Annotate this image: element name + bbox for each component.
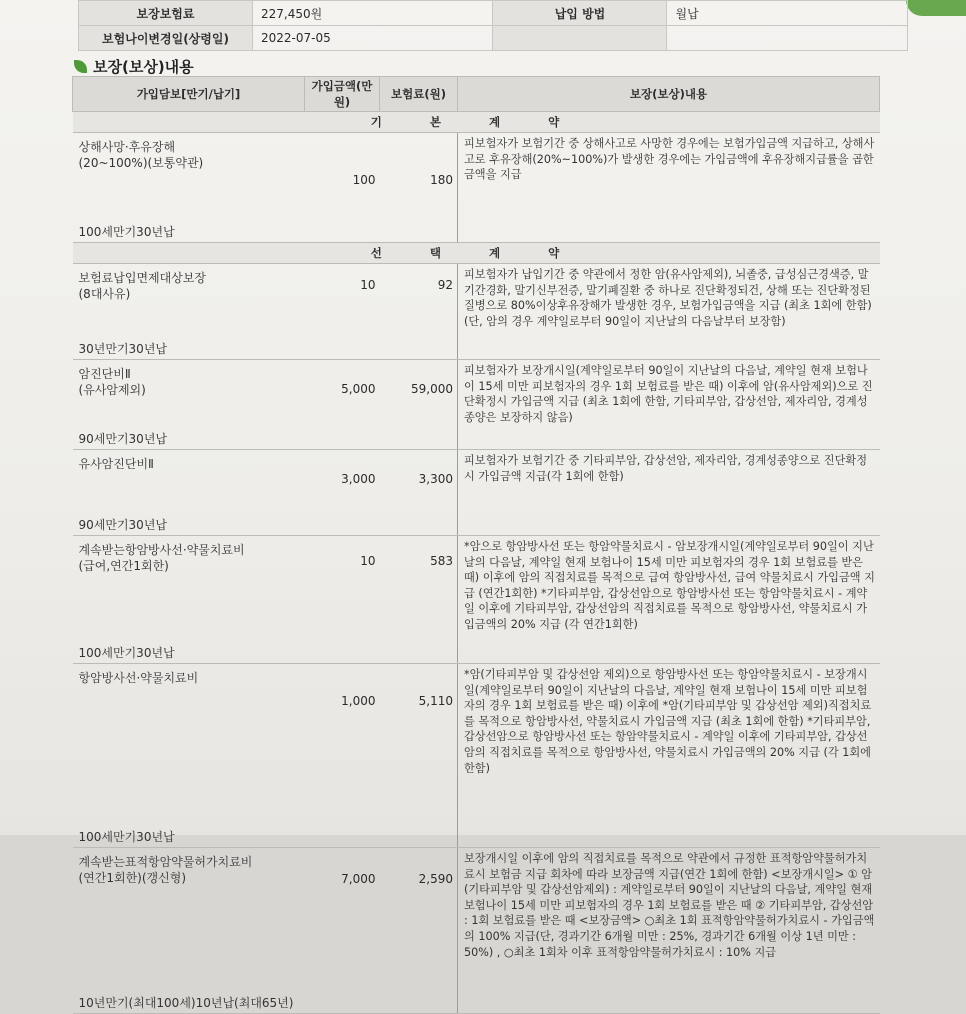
coverage-name-cell bbox=[73, 848, 305, 1014]
table-row bbox=[73, 264, 880, 360]
premium-cell: 3,300 bbox=[380, 450, 458, 536]
value-guarantee-premium: 227,450원 bbox=[253, 1, 493, 26]
coverage-name-cell bbox=[73, 664, 305, 848]
amount-cell: 100 bbox=[305, 133, 380, 243]
content-cell: 피보험자가 보험기간 중 기타피부암, 갑상선암, 제자리암, 경계성종양으로 진단확정시 가입금액 지급(각 1회에 한함) bbox=[458, 450, 880, 536]
content-cell: 보장개시일 이후에 암의 직접치료를 목적으로 약관에서 규정한 표적항암약물허가치료시 보험금 지급 회차에 따라 보장금액 지급(연간 1회에 한함) <보장개시일> ① 암(기타피부암 및 갑상선암제외) : 계약일로부터 90일이 지난날의 다음날, 계약일 현재 보험나이 15세 미만 피보험자의 경우 1회 보험료를 받은 때 ② 기타피부암, 갑상선암 : 1회 보험료를 받은 때 <보장금액> ○최초 1회 표적항암약물허가치료시 - 가입금액의 100% 지급(단, 경과기간 6개월 미만 : 25%, 경과기간 6개월 이상 1년 미만 : 50%) , ○최초 1회차 이후 표적항암약물허가치료시 : 10% 지급 bbox=[458, 848, 880, 1014]
content-cell: 피보험자가 보장개시일(계약일로부터 90일이 지난날의 다음날, 계약일 현재 보험나이 15세 미만 피보험자의 경우 1회 보험료를 받은 때) 이후에 암(유사암제외)으로 진단확정시 가입금액 지급 (최초 1회에 한함, 기타피부암, 갑상선암, 제자리암, 경계성종양은 보장하지 않음) bbox=[458, 360, 880, 450]
coverage-name-cell bbox=[73, 264, 305, 360]
coverage-name: 항암방사선·약물치료비 bbox=[78, 671, 199, 685]
premium-cell: 2,590 bbox=[380, 848, 458, 1014]
premium-cell: 180 bbox=[380, 133, 458, 243]
table-row bbox=[73, 536, 880, 664]
label-age-change-date: 보험나이변경일(상령일) bbox=[79, 26, 253, 51]
coverage-name: 유사암진단비Ⅱ bbox=[78, 457, 154, 471]
value-payment-method: 월납 bbox=[667, 1, 908, 26]
group-row-optional bbox=[73, 243, 880, 264]
table-row bbox=[73, 664, 880, 848]
table-row bbox=[73, 450, 880, 536]
amount-cell: 5,000 bbox=[305, 360, 380, 450]
coverage-sub: (연간1회한)(갱신형) bbox=[78, 871, 187, 885]
header-premium: 보험료(원) bbox=[380, 77, 458, 112]
coverage-term: 90세만기30년납 bbox=[78, 432, 167, 446]
group-row-basic bbox=[73, 112, 880, 133]
table-header-row bbox=[73, 77, 880, 112]
content-cell: 피보험자가 납입기간 중 약관에서 정한 암(유사암제외), 뇌졸중, 급성심근경색증, 말기간경화, 말기신부전증, 말기폐질환 중 하나로 진단확정되건, 상해 또는 진단확정된 질병으로 80%이상후유장해가 발생한 경우, 보험가입금액을 지급 (최초 1회에 한함) (단, 암의 경우 계약일로부터 90일이 지난날의 다음날부터 보장함) bbox=[458, 264, 880, 360]
header-coverage: 가입담보[만기/납기] bbox=[73, 77, 305, 112]
empty-value-cell bbox=[667, 26, 908, 51]
amount-cell: 10 bbox=[305, 264, 380, 360]
coverage-name: 암진단비Ⅱ bbox=[78, 367, 131, 381]
table-row bbox=[73, 848, 880, 1014]
amount-cell: 3,000 bbox=[305, 450, 380, 536]
group-label: 선 택 계 약 bbox=[73, 243, 880, 264]
premium-cell: 92 bbox=[380, 264, 458, 360]
coverage-term: 10년만기(최대100세)10년납(최대65년) bbox=[78, 996, 294, 1010]
amount-cell: 7,000 bbox=[305, 848, 380, 1014]
content-cell: *암으로 항암방사선 또는 항암약물치료시 - 암보장개시일(계약일로부터 90일이 지난날의 다음날, 계약일 현재 보험나이 15세 미만 피보험자의 경우 1회 보험료를 받은 때) 이후에 암의 직접치료를 목적으로 급여 항암방사선, 급여 약물치료시 가입금액 지급 (연간1회한) *기타피부암, 갑상선암으로 항암방사선 또는 항암약물치료시 - 계약일 이후에 기타피부암, 갑상선암의 직접치료를 목적으로 항암방사선, 약물치료시 가입금액의 20% 지급 (각 연간1회한) bbox=[458, 536, 880, 664]
amount-cell: 10 bbox=[305, 536, 380, 664]
content-cell: *암(기타피부암 및 갑상선암 제외)으로 항암방사선 또는 항암약물치료시 - 보장개시일(계약일로부터 90일이 지난날의 다음날, 계약일 현재 보험나이 15세 미만 피보험자의 경우 1회 보험료를 받은 때) 이후에 *암(기타피부암 및 갑상선암 제외)직접치료를 목적으로 항암방사선, 약물치료시 가입금액 지급 (최초 1회에 한함) *기타피부암, 갑상선암으로 항암방사선 또는 항암약물치료시 - 계약일 이후에 기타피부암, 갑상선암의 직접치료를 목적으로 항암방사선, 약물치료시 가입금액의 20% 지급 (각 1회에 한함) bbox=[458, 664, 880, 848]
coverage-term: 100세만기30년납 bbox=[78, 225, 175, 239]
coverage-name-cell bbox=[73, 133, 305, 243]
section-title: 보장(보상)내용 bbox=[93, 58, 194, 76]
header-amount: 가입금액(만원) bbox=[305, 77, 380, 112]
label-guarantee-premium: 보장보험료 bbox=[79, 1, 253, 26]
coverage-name: 계속받는표적항암약물허가치료비 bbox=[78, 855, 253, 869]
header-content: 보장(보상)내용 bbox=[458, 77, 880, 112]
contract-summary-table bbox=[78, 0, 908, 51]
coverage-term: 100세만기30년납 bbox=[78, 646, 175, 660]
decorative-green-tab bbox=[906, 0, 966, 16]
coverage-sub: (8대사유) bbox=[78, 287, 131, 301]
coverage-sub: (유사암제외) bbox=[78, 383, 146, 397]
coverage-name-cell bbox=[73, 360, 305, 450]
section-heading bbox=[74, 56, 194, 77]
coverage-name: 상해사망·후유장해 bbox=[78, 140, 176, 154]
coverage-name: 계속받는항암방사선·약물치료비 bbox=[78, 543, 245, 557]
amount-cell: 1,000 bbox=[305, 664, 380, 848]
coverage-name-cell bbox=[73, 450, 305, 536]
coverage-name-cell bbox=[73, 536, 305, 664]
content-cell: 피보험자가 보험기간 중 상해사고로 사망한 경우에는 보험가입금액 지급하고, 상해사고로 후유장해(20%~100%)가 발생한 경우에는 가입금액에 후유장해지급률을 곱한 금액을 지급 bbox=[458, 133, 880, 243]
coverage-sub: (20~100%)(보통약관) bbox=[78, 156, 204, 170]
leaf-bullet-icon bbox=[74, 60, 87, 73]
table-row bbox=[73, 360, 880, 450]
table-row bbox=[73, 133, 880, 243]
label-payment-method: 납입 방법 bbox=[493, 1, 667, 26]
coverage-term: 90세만기30년납 bbox=[78, 518, 167, 532]
coverage-table bbox=[72, 76, 880, 1014]
coverage-term: 100세만기30년납 bbox=[78, 830, 175, 844]
coverage-name: 보험료납입면제대상보장 bbox=[78, 271, 207, 285]
premium-cell: 59,000 bbox=[380, 360, 458, 450]
value-age-change-date: 2022-07-05 bbox=[253, 26, 493, 51]
premium-cell: 583 bbox=[380, 536, 458, 664]
empty-label-cell bbox=[493, 26, 667, 51]
group-label: 기 본 계 약 bbox=[73, 112, 880, 133]
coverage-term: 30년만기30년납 bbox=[78, 342, 167, 356]
premium-cell: 5,110 bbox=[380, 664, 458, 848]
coverage-sub: (급여,연간1회한) bbox=[78, 559, 169, 573]
